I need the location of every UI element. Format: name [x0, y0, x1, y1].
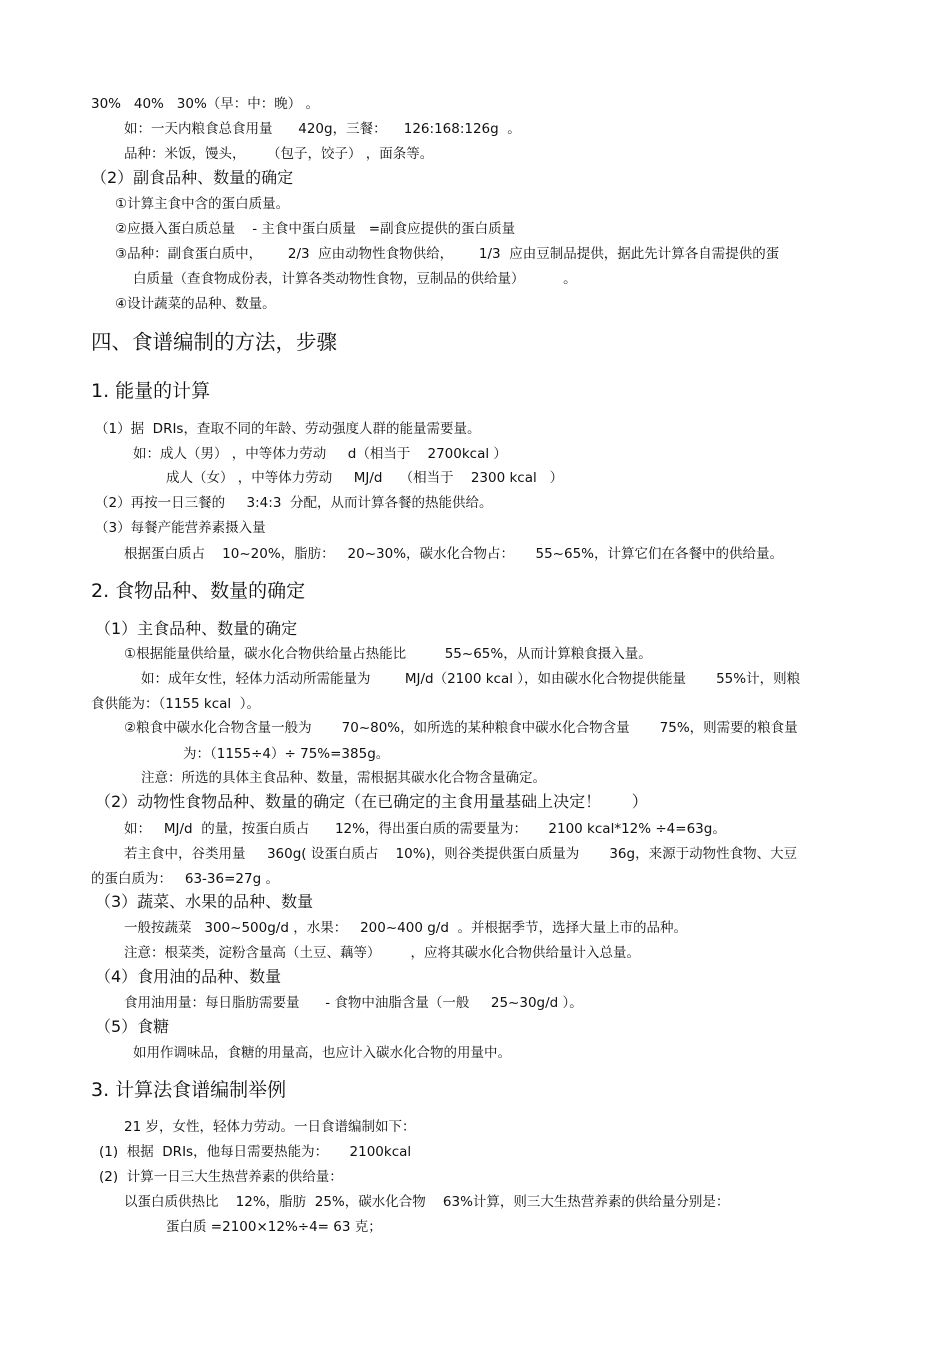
text-line-example-ratio: 以蛋白质供热比 12%，脂肪 25%，碳水化合物 63%计算，则三大生热营养素的供给量分别是： [124, 1194, 730, 1210]
text-line-energy-female: 成人（女） ，中等体力劳动 MJ/d （相当于 2300 kcal ） [166, 470, 564, 486]
text-line-step-2: ②应摄入蛋白质总量 - 主食中蛋白质量 =副食应提供的蛋白质量 [115, 221, 516, 237]
text-line-example-intro: 21 岁，女性，轻体力劳动。一日食谱编制如下： [124, 1119, 416, 1135]
text-line-staple-1: ①根据能量供给量，碳水化合物供给量占热能比 55~65%，从而计算粮食摄入量。 [124, 646, 652, 662]
heading-food-varieties: 2. 食物品种、数量的确定 [91, 580, 306, 602]
text-line-cooking-oil: 食用油用量：每日脂肪需要量 - 食物中油脂含量（一般 25~30g/d ）。 [124, 995, 583, 1011]
subheading-animal-food: （2）动物性食物品种、数量的确定（在已确定的主食用量基础上决定！ ） [95, 792, 648, 811]
text-line-example-2: (2) 计算一日三大生热营养素的供给量： [99, 1169, 343, 1185]
text-line-staple-2-cont: 为：（1155÷4）÷ 75%=385g。 [183, 746, 390, 762]
section-heading-4: 四、食谱编制的方法，步骤 [91, 330, 337, 354]
subheading-cooking-oil: （4）食用油的品种、数量 [95, 967, 282, 986]
text-line-example-1: (1) 根据 DRIs，他每日需要热能为： 2100kcal [99, 1144, 412, 1160]
text-line-staple-2: ②粮食中碳水化合物含量一般为 70~80%，如所选的某种粮食中碳水化合物含量 75%，则需要的粮食量 [124, 720, 798, 736]
text-line-vegetables-1: 一般按蔬菜 300~500g/d ，水果： 200~400 g/d 。并根据季节，选择大量上市的品种。 [124, 920, 687, 936]
text-line-step-3-cont: 白质量（查食物成份表，计算各类动物性食物，豆制品的供给量） 。 [133, 271, 577, 287]
text-line-staple-note: 注意：所选的具体主食品种、数量，需根据其碳水化合物含量确定。 [141, 770, 546, 786]
text-line-animal-2: 若主食中，谷类用量 360g( 设蛋白质占 10%)，则谷类提供蛋白质量为 36g，来源于动物性食物、大豆 [124, 846, 798, 862]
subheading-side-dish: （2）副食品种、数量的确定 [91, 168, 294, 187]
text-line-meal-ratio: 30% 40% 30%（早：中：晚） 。 [91, 96, 320, 112]
text-line-vegetables-note: 注意：根菜类，淀粉含量高（土豆、藕等） ，应将其碳水化合物供给量计入总量。 [124, 945, 641, 961]
subheading-sugar: （5）食糖 [95, 1017, 170, 1036]
subheading-staple: （1）主食品种、数量的确定 [95, 619, 298, 638]
text-line-step-4: ④设计蔬菜的品种、数量。 [115, 296, 276, 312]
text-line-staple-example: 如：成年女性，轻体力活动所需能量为 MJ/d（2100 kcal ），如由碳水化合物提供能量 55%计，则粮 [141, 671, 801, 687]
text-line-sugar: 如用作调味品，食糖的用量高，也应计入碳水化合物的用量中。 [133, 1045, 511, 1061]
text-line-energy-1: （1）据 DRIs，查取不同的年龄、劳动强度人群的能量需要量。 [95, 421, 481, 437]
heading-energy-calculation: 1. 能量的计算 [91, 380, 211, 402]
text-line-energy-2: （2）再按一日三餐的 3:4:3 分配，从而计算各餐的热能供给。 [95, 495, 493, 511]
heading-calculation-example: 3. 计算法食谱编制举例 [91, 1079, 287, 1101]
text-line-step-3: ③品种：副食蛋白质中， 2/3 应由动物性食物供给， 1/3 应由豆制品提供，据此先计算各自需提供的蛋 [115, 246, 780, 262]
text-line-staple-example-cont: 食供能为：（1155 kcal ）。 [91, 696, 260, 712]
text-line-energy-male: 如：成人（男） ，中等体力劳动 d（相当于 2700kcal ） [133, 446, 507, 462]
text-line-animal-1: 如： MJ/d 的量，按蛋白质占 12%，得出蛋白质的需要量为： 2100 kcal*12% ÷4=63g。 [124, 821, 726, 837]
text-line-grain-varieties: 品种：米饭，馒头， （包子，饺子） ，面条等。 [124, 146, 434, 162]
subheading-vegetables-fruits: （3）蔬菜、水果的品种、数量 [95, 892, 314, 911]
text-line-energy-3: （3）每餐产能营养素摄入量 [95, 520, 266, 536]
text-line-example-protein: 蛋白质 =2100×12%÷4= 63 克； [166, 1219, 382, 1235]
text-line-step-1: ①计算主食中含的蛋白质量。 [115, 196, 290, 212]
text-line-energy-ratio: 根据蛋白质占 10~20%，脂肪： 20~30%，碳水化合物占： 55~65%，计算它们在各餐中的供给量。 [124, 546, 783, 562]
text-line-animal-2-cont: 的蛋白质为： 63-36=27g 。 [91, 871, 279, 887]
text-line-grain-total: 如：一天内粮食总食用量 420g，三餐： 126:168:126g 。 [124, 121, 521, 137]
